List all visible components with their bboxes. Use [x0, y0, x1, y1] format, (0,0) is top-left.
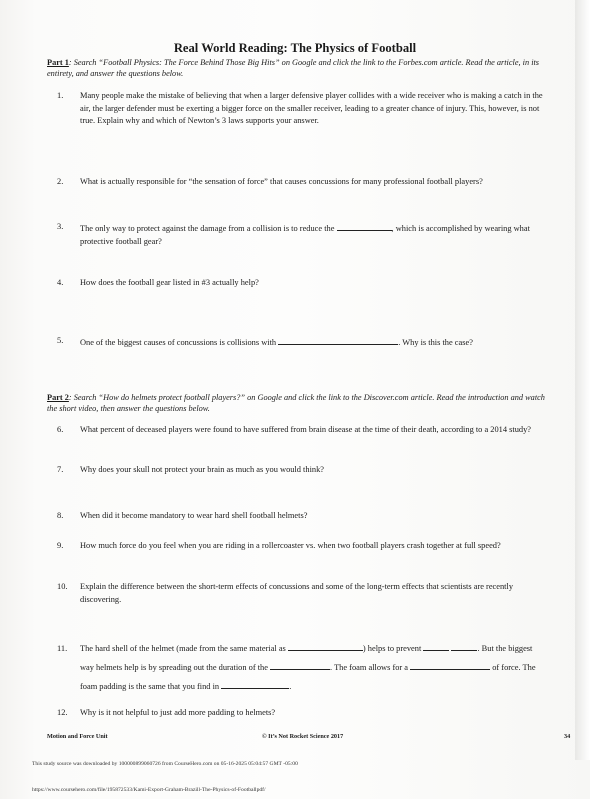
question-12: [57, 707, 547, 720]
question-number: 4.: [57, 278, 64, 287]
question-text: The hard shell of the helmet (made from the same material as: [80, 644, 288, 653]
part1-text: : Search “Football Physics: The Force Behind Those Big Hits” on Google and click the link to the Forbes.com article. Read the article, in its entirety, and answer the questions below.: [47, 58, 540, 78]
question-number: 8.: [57, 511, 64, 520]
part2-instructions: [47, 392, 547, 414]
question-text: One of the biggest causes of concussions is collisions with: [80, 338, 279, 347]
question-text: , which is accomplished by wearing what protective football gear?: [80, 224, 530, 246]
question-5: [57, 335, 547, 350]
answer-blank[interactable]: [221, 679, 292, 691]
question-11: [57, 639, 547, 696]
part2-text: : Search “How do helmets protect football players?” on Google and click the link to the Discover.com article. Read the introduction and watch the short video, then answer the questions below.: [47, 393, 545, 413]
answer-blank[interactable]: [278, 335, 398, 345]
question-text: . Why is this the case?: [398, 338, 473, 347]
question-text: .: [289, 682, 292, 691]
question-number: 12.: [57, 708, 68, 717]
question-text: What percent of deceased players were found to have suffered from brain disease at the time of their death, according to a 2014 study?: [80, 425, 531, 434]
footer-page-number: 34: [564, 733, 571, 740]
question-10: [57, 581, 547, 606]
question-text: When did it become mandatory to wear hard shell football helmets?: [80, 511, 308, 520]
source-url[interactable]: https://www.coursehero.com/file/195872533/Kami-Export-Graham-Brazill-The-Physics-of-Footballpdf/: [32, 787, 266, 793]
question-number: 2.: [57, 177, 64, 186]
question-6: [57, 424, 547, 437]
question-text: How much force do you feel when you are riding in a rollercoaster vs. when two football players crash together at full speed?: [80, 541, 501, 550]
question-text: Why is it not helpful to just add more padding to helmets?: [80, 708, 276, 717]
question-number: 1.: [57, 91, 64, 100]
worksheet-title: Real World Reading: The Physics of Football: [173, 41, 417, 55]
answer-blank[interactable]: [337, 221, 392, 231]
part2-label: Part 2: [47, 393, 69, 402]
answer-blank[interactable]: [270, 660, 330, 670]
answer-blank[interactable]: [451, 641, 477, 651]
question-text: . The foam allows for a: [330, 663, 411, 672]
question-number: 9.: [57, 541, 64, 550]
answer-blank[interactable]: [288, 641, 363, 651]
download-source-note: This study source was downloaded by 100000899060726 from CourseHero.com on 05-16-2025 05:04:57 GMT -05:00: [32, 761, 298, 767]
question-number: 7.: [57, 465, 64, 474]
question-text: Explain the difference between the short-term effects of concussions and some of the long-term effects that scientists are recently discovering.: [80, 582, 514, 604]
page-edge-shadow: [575, 0, 590, 760]
question-text: How does the football gear listed in #3 actually help?: [80, 278, 259, 287]
footer-unit: Motion and Force Unit: [47, 733, 108, 740]
question-7: [57, 464, 547, 477]
footer-copyright: © It’s Not Rocket Science 2017: [262, 733, 344, 740]
answer-blank[interactable]: [410, 660, 490, 670]
question-number: 10.: [57, 582, 68, 591]
question-number: 6.: [57, 425, 64, 434]
question-text: The only way to protect against the damage from a collision is to reduce the: [80, 224, 337, 233]
question-text: Many people make the mistake of believing that when a larger defensive player collides with a wide receiver who is making a catch in the air, the larger defender must be exerting a bigger force on the smaller receiver, leading to a greater chance of injury. This, however, is not true. Explain why and which of Newton’s 3 laws supports your answer.: [80, 91, 543, 125]
question-text: ) helps to prevent: [362, 644, 424, 653]
question-1: [57, 90, 547, 128]
question-2: [57, 176, 547, 189]
question-9: [57, 540, 547, 553]
question-text: of force. The foam padding is the same that you find in: [80, 663, 536, 691]
question-8: [57, 510, 547, 523]
question-4: [57, 277, 547, 290]
question-text: . But the biggest way helmets help is by spreading out the duration of the: [80, 644, 533, 672]
question-number: 5.: [57, 336, 64, 345]
question-number: 3.: [57, 222, 64, 231]
answer-blank[interactable]: [423, 641, 449, 651]
question-3: [57, 221, 547, 248]
part1-label: Part 1: [47, 58, 69, 67]
question-text: Why does your skull not protect your brain as much as you would think?: [80, 465, 324, 474]
question-text: What is actually responsible for “the sensation of force” that causes concussions for many professional football players?: [80, 177, 483, 186]
part1-instructions: [47, 57, 547, 79]
question-number: 11.: [57, 644, 68, 653]
